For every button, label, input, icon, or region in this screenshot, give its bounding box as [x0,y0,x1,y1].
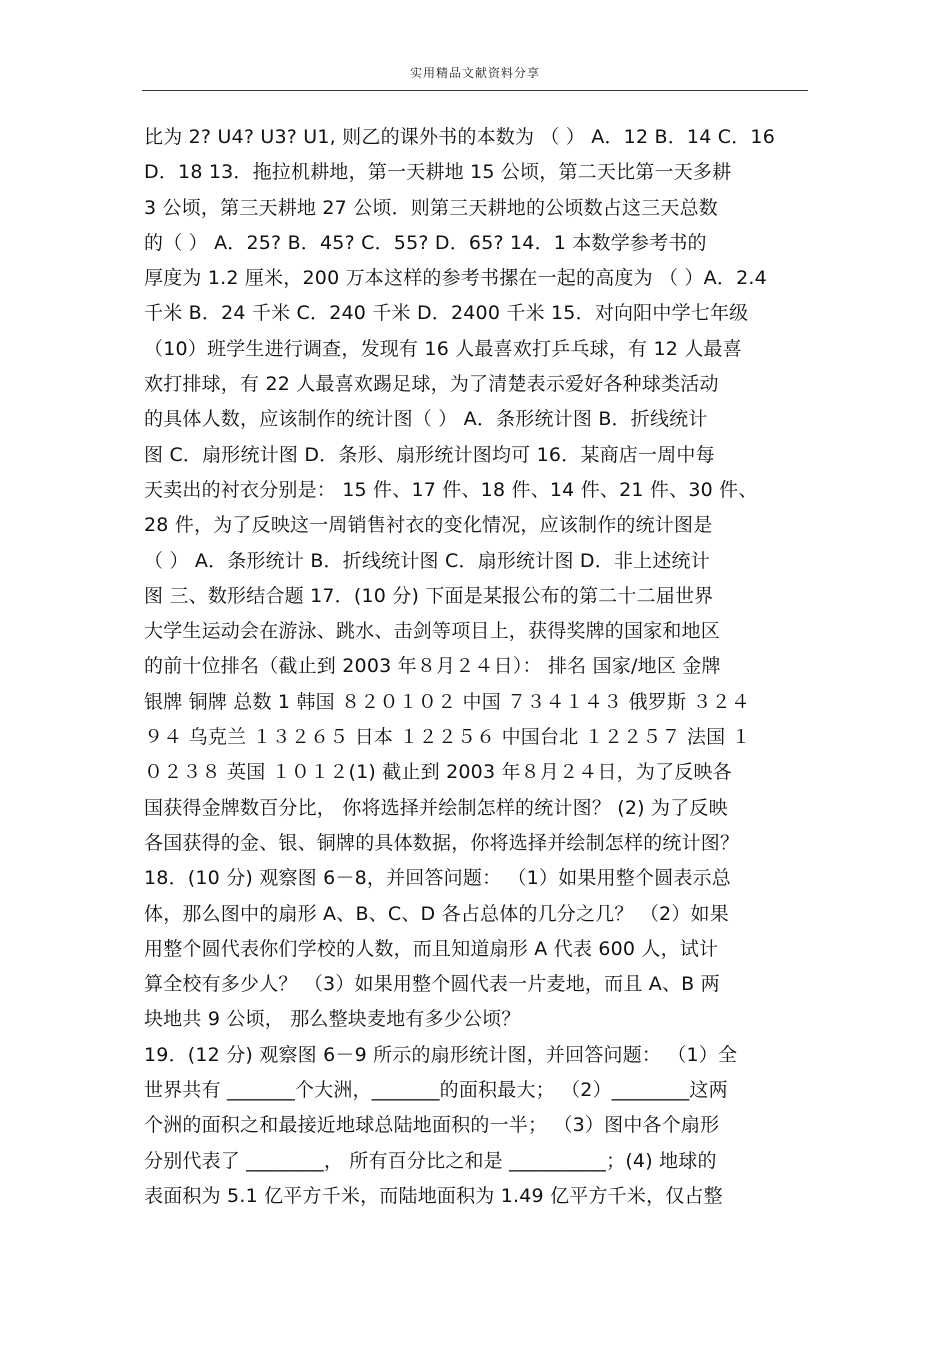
text-line: 比为 2? U4? U3? U1, 则乙的课外书的本数为 （ ） A．12 B．14 C．16 [144,126,775,148]
text-line: 体，那么图中的扇形 A、B、C、D 各占总体的几分之几？ （2）如果 [144,902,729,925]
text-line: （ ） A．条形统计 B．折线统计图 C．扇形统计图 D．非上述统计 [144,549,710,572]
text-line: 银牌 铜牌 总数 1 韩国 ８２０１０２ 中国 ７３４１４３ 俄罗斯 ３２４ [144,690,751,713]
header-divider [142,90,808,91]
text-line: （10）班学生进行调查，发现有 16 人最喜欢打乒乓球，有 12 人最喜 [144,337,742,360]
page-header: 实用精品文献资料分享 [409,66,540,80]
text-line: 厚度为 1.2 厘米，200 万本这样的参考书摞在一起的高度为 （ ）A．2.4 [144,267,767,290]
text-line: 欢打排球，有 22 人最喜欢踢足球，为了清楚表示爱好各种球类活动 [144,373,719,396]
text-line: 块地共 9 公顷， 那么整块麦地有多少公顷？ [144,1008,521,1031]
text-line: 的具体人数，应该制作的统计图（ ） A．条形统计图 B．折线统计 [144,408,708,431]
text-line: 个洲的面积之和最接近地球总陆地面积的一半； （3）图中各个扇形 [144,1114,720,1137]
text-line: 千米 B．24 千米 C．240 千米 D．2400 千米 15．对向阳中学七年级 [144,302,749,325]
document-body [144,120,812,1214]
text-line: 天卖出的衬衣分别是： 15 件、17 件、18 件、14 件、21 件、30 件、 [144,478,758,501]
text-line: 表面积为 5.1 亿平方千米，而陆地面积为 1.49 亿平方千米，仅占整 [144,1184,723,1207]
text-line: 19．(12 分) 观察图 6－9 所示的扇形统计图，并回答问题： （1）全 [144,1043,738,1066]
text-line: 大学生运动会在游泳、跳水、击剑等项目上，获得奖牌的国家和地区 [144,620,721,643]
text-line: 的前十位排名（截止到 2003 年８月２４日）： 排名 国家/地区 金牌 [144,655,721,678]
text-line: 世界共有 _______个大洲，_______的面积最大； （2）________这两 [144,1079,728,1102]
text-line: 3 公顷，第三天耕地 27 公顷．则第三天耕地的公顷数占这三天总数 [144,196,718,219]
text-line: ９４ 乌克兰 １３２６５ 日本 １２２５６ 中国台北 １２２５７ 法国 １ [144,726,751,749]
text-line: 图 C．扇形统计图 D．条形、扇形统计图均可 16．某商店一周中每 [144,443,715,466]
text-line: D．18 13．拖拉机耕地，第一天耕地 15 公顷，第二天比第一天多耕 [144,161,732,184]
text-line: 算全校有多少人？ （3）如果用整个圆代表一片麦地，而且 A、B 两 [144,973,720,996]
text-line: 国获得金牌数百分比， 你将选择并绘制怎样的统计图？ (2) 为了反映 [144,796,728,819]
text-line: 用整个圆代表你们学校的人数，而且知道扇形 A 代表 600 人，试计 [144,937,719,960]
text-line: 分别代表了 ________， 所有百分比之和是 __________；(4) 地球的 [144,1149,717,1172]
text-line: 各国获得的金、银、铜牌的具体数据，你将选择并绘制怎样的统计图？ [144,831,740,854]
text-line: 的（ ） A．25? B．45? C．55? D．65? 14．1 本数学参考书的 [144,231,707,254]
text-line: ０２３８ 英国 １０１２(1) 截止到 2003 年８月２４日，为了反映各 [144,761,732,784]
text-line: 图 三、数形结合题 17．(10 分) 下面是某报公布的第二十二届世界 [144,584,714,607]
text-line: 28 件，为了反映这一周销售衬衣的变化情况，应该制作的统计图是 [144,514,713,537]
text-line: 18．(10 分) 观察图 6－8，并回答问题： （1）如果用整个圆表示总 [144,867,732,890]
